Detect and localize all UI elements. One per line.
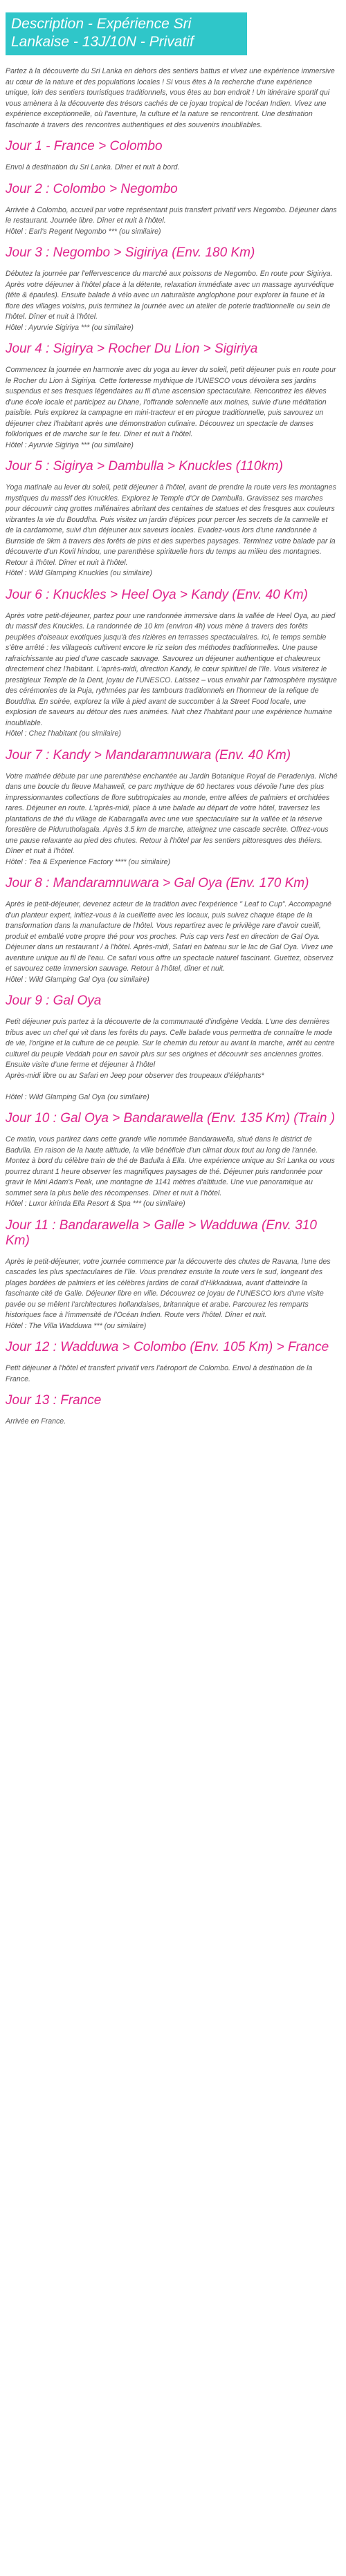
day-title: Jour 12 : Wadduwa > Colombo (Env. 105 Km) > France [6, 1340, 329, 1354]
itinerary-day [6, 748, 338, 868]
day-description: Après votre petit-déjeuner, partez pour une randonnée immersive dans la vallée de Heel Oya, au pied du massif des Knuckles. La randonnée de 10 km (environ 4h) vous mène à travers des forêts peuplées d'oiseaux exotiques jusqu'à des rizières en terrasses spectaculaires. Ici, le temps semble s'être arrêté : les villageois cultivent encore le riz selon des méthodes traditionnelles. Une pause rafraichissante au pied d'une cascade sauvage. Savourez un déjeuner authentique et chaleureux directement chez l'habitant. L'après-midi, direction Kandy, le cœur spirituel de l'île. Vous visiterez le prestigieux Temple de la Dent, joyau de l'UNESCO. Laissez – vous envahir par l'atmosphère mystique des cérémonies de la Puja, rythmées par les tambours traditionnels en l'honneur de la relique de Bouddha. En soirée, explorez la ville à pied avant de succomber à la Street Food locale, une explosion de saveurs au détour des rues animées. Nuit chez l'habitant pour une expérience humaine inoubliable. Hôtel : Chez l'habitant (ou similaire) [6, 611, 337, 738]
itinerary-day [6, 245, 338, 333]
day-description: Petit déjeuner à l'hôtel et transfert privatif vers l'aéroport de Colombo. Envol à destination de la France. [6, 1364, 313, 1383]
day-description: Après le petit-déjeuner, devenez acteur de la tradition avec l'expérience " Leaf to Cup". Accompagné d'un planteur expert, initiez-vous à la cueillette avec les locaux, puis suivez chaque étape de la transformation dans la manufacture de l'hôtel. Vous repartirez avec le privilège rare d'avoir cueilli, produit et emballé votre propre thé pour vos proches. Puis cap vers l'est en direction de Gal Oya. Déjeuner dans un restaurant / à l'hôtel. Après-midi, Safari en bateau sur le lac de Gal Oya. Vivez une aventure unique au fil de l'eau. Ce safari vous offre un spectacle naturel fascinant. Guettez, observez et savourez cette immersion sauvage. Retour à l'hôtel, dîner et nuit. Hôtel : Wild Glamping Gal Oya (ou similaire) [6, 900, 334, 984]
day-title: Jour 7 : Kandy > Mandaramnuwara (Env. 40 Km) [6, 747, 291, 763]
day-description: Envol à destination du Sri Lanka. Dîner et nuit à bord. [6, 163, 180, 171]
day-title: Jour 9 : Gal Oya [6, 993, 102, 1008]
itinerary-day [6, 139, 338, 174]
itinerary-day [6, 588, 338, 740]
day-description: Yoga matinale au lever du soleil, petit déjeuner à l'hôtel, avant de prendre la route vers les montagnes mystiques du massif des Knuckles. Explorez le Temple d'Or de Dambulla. Gravissez ses marches pour découvrir cinq grottes millénaires abritant des centaines de statues et des fresques aux couleurs vibrantes la vie du Bouddha. Puis visitez un jardin d'épices pour percer les secrets de la cannelle et de la cardamome, suivi d'un déjeuner aux saveurs locales. Evadez-vous lors d'une randonnée à Burnside de 9km à travers des forêts de pins et des superbes paysages. Terminez votre balade par la découverte d'un Kovil hindou, une parenthèse spirituelle hors du temps au milieu des montagnes. Retour à l'hôtel. Dîner et nuit à l'hôtel. Hôtel : Wild Glamping Knuckles (ou similaire) [6, 483, 336, 577]
day-title: Jour 13 : France [6, 1393, 102, 1408]
day-title: Jour 1 - France > Colombo [6, 139, 163, 153]
itinerary-day [6, 1218, 338, 1332]
itinerary-day [6, 1111, 338, 1210]
day-description: Commencez la journée en harmonie avec du yoga au lever du soleil, petit déjeuner puis en route pour le Rocher du Lion à Sigiriya. Cette forteresse mythique de l'UNESCO vous dévoilera ses jardins suspendus et ses fresques légendaires au fil d'une ascension spectaculaire. Rencontrez les élèves d'une école locale et participez au Dhane, l'offrande solennelle aux moines, suivie d'une méditation paisible. Puis explorez la campagne en mini-tracteur et en pirogue traditionnelle, puis savourez un déjeuner chez l'habitant après une démonstration culinaire. Découvrez un spectacle de danses folkloriques et de marche sur le feu. Dîner et nuit à l'hôtel. Hôtel : Ayurvie Sigiriya *** (ou similaire) [6, 366, 336, 449]
day-description: Après le petit-déjeuner, votre journée commence par la découverte des chutes de Ravana, l'une des cascades les plus spectaculaires de l'île. Vous prendrez ensuite la route vers le sud, longeant des plages bordées de palmiers et les célèbres jardins de corail d'Hikkaduwa, avant d'atteindre la fascinante cité de Galle. Déjeuner libre en ville. Découvrez ce joyau de l'UNESCO lors d'une visite pavée ou se mêlent l'architectures hollandaises, britannique et arabe. Parcourez les remparts historiques face à l'immensité de l'Océan Indien. Route vers l'hôtel. Dîner et nuit. Hôtel : The Villa Wadduwa *** (ou similaire) [6, 1257, 331, 1330]
day-description: Petit déjeuner puis partez à la découverte de la communauté d'indigène Vedda. L'une des dernières tribus avec un chef qui vit dans les forêts du pays. Celle balade vous permettra de connaître le mode de vie, l'origine et la culture de ce peuple. Sur le chemin du retour au avant la marche, arrêt au centre culturel du peuple Veddah pour en savoir plus sur ses origines et découvrir ses anciennes grottes. Ensuite visite d'une ferme et déjeuner à l'hôtel Après-midi libre ou au Safari en Jeep pour observer des troupeaux d'éléphants* Hôtel : Wild Glamping Gal Oya (ou similaire) [6, 1018, 335, 1101]
intro-text: Partez à la découverte du Sri Lanka en dehors des sentiers battus et vivez une expérience immersive au cœur de la nature et des populations locales ! Si vous êtes à la recherche d'une expérience unique, loin des sentiers touristiques traditionnels, vous êtes au bon endroit ! Un itinéraire sportif qui vous amènera à la découverte des trésors cachés de ce joyau tropical de l'océan Indien. Vivez une expérience exceptionnelle, où l'aventure, la culture et la nature se rencontrent. Une destination fascinante à travers des rencontres authentiques et des souvenirs inoubliables. [6, 67, 335, 129]
day-title: Jour 10 : Gal Oya > Bandarawella (Env. 135 Km) (Train ) [6, 1111, 336, 1126]
day-title: Jour 11 : Bandarawella > Galle > Wadduwa (Env. 310 Km) [6, 1217, 317, 1248]
day-description: Arrivée à Colombo, accueil par votre représentant puis transfert privatif vers Negombo. Déjeuner dans le restaurant. Journée libre. Dîner et nuit à l'hôtel. Hôtel : Earl's Regent Negombo *** (ou similaire) [6, 205, 337, 236]
itinerary-day [6, 1340, 338, 1385]
day-title: Jour 4 : Sigirya > Rocher Du Lion > Sigiriya [6, 342, 258, 356]
day-description: Débutez la journée par l'effervescence du marché aux poissons de Negombo. En route pour Sigiriya. Après votre déjeuner à l'hôtel place à la détente, relaxation immédiate avec un massage ayurvédique (tête & épaules). Ensuite balade à vélo avec un naturaliste anglophone pour explorer la faune et la flore des villages voisins, puis terminez la journée avec un atelier de poterie traditionnelle ou sein de l'hôtel. Dîner et nuit à l'hôtel. Hôtel : Ayurvie Sigiriya *** (ou similaire) [6, 270, 334, 332]
itinerary-day [6, 182, 338, 238]
day-title: Jour 8 : Mandaramnuwara > Gal Oya (Env. 170 Km) [6, 876, 309, 890]
itinerary-day [6, 876, 338, 985]
day-description: Votre matinée débute par une parenthèse enchantée au Jardin Botanique Royal de Peradeniya. Niché dans une boucle du fleuve Mahaweli, ce parc mythique de 60 hectares vous dévoile l'une des plus impressionnantes collections de flore subtropicales au monde, entre allées de palmiers et orchidées rares. Déjeuner en route. L'après-midi, place à une balade au départ de votre hôtel, traversez les plantations de thé du village de Kabaragalla avec une vue spectaculaire sur la vallée et la réserve forestière de Pidurutholagala. Après 3.5 km de marche, atteignez une cascade secrète. Offrez-vous une pause relaxante au pied des chutes. Retour à l'hôtel par les sentiers pittoresques des théiers. Dîner et nuit à l'hôtel. Hôtel : Tea & Experience Factory **** (ou similaire) [6, 772, 338, 866]
page-title: Description - Expérience Sri Lankaise - 13J/10N - Privatif [6, 12, 247, 55]
itinerary-day [6, 993, 338, 1103]
day-title: Jour 5 : Sigirya > Dambulla > Knuckles (110km) [6, 459, 283, 474]
day-description: Ce matin, vous partirez dans cette grande ville nommée Bandarawella, situé dans le district de Badulla. En raison de la haute altitude, la ville bénéficie d'un climat doux tout au long de l'année. Montez à bord du célèbre train de thé de Badulla à Ella. Une expérience unique au Sri Lanka ou vous pourrez durant 1 heure observer les magnifiques paysages de thé. Déjeuner puis randonnée pour gravir le Mini Adam's Peak, une montagne de 1141 mètres d'altitude. Une vue panoramique au sommet sera la plus belle des récompenses. Dîner et nuit à l'hôtel. Hôtel : Luxor kirinda Ella Resort & Spa *** (ou similaire) [6, 1135, 335, 1208]
day-description: Arrivée en France. [6, 1417, 66, 1426]
itinerary [6, 139, 338, 1428]
day-title: Jour 6 : Knuckles > Heel Oya > Kandy (Env. 40 Km) [6, 587, 308, 602]
day-title: Jour 3 : Negombo > Sigiriya (Env. 180 Km) [6, 245, 255, 260]
itinerary-day [6, 1393, 338, 1428]
itinerary-day [6, 459, 338, 579]
day-title: Jour 2 : Colombo > Negombo [6, 181, 178, 196]
itinerary-day [6, 342, 338, 451]
